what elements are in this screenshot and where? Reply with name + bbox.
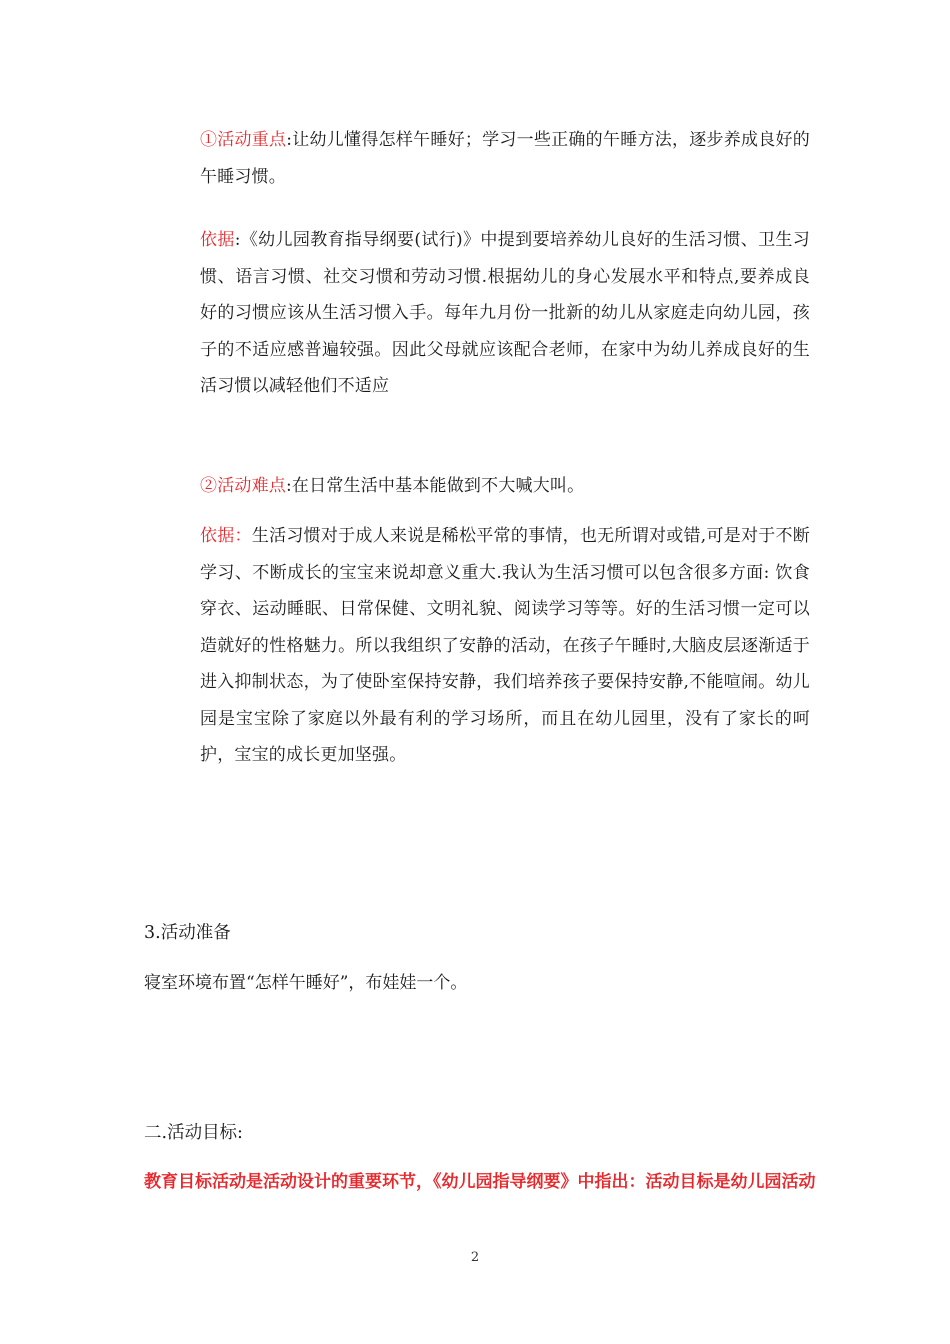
page-number: 2 bbox=[470, 1250, 480, 1265]
section-goals-text: 教育目标活动是活动设计的重要环节，《幼儿园指导纲要》中指出：活动目标是幼儿园活动 bbox=[144, 1172, 816, 1192]
activity-focus-text: :让幼儿懂得怎样午睡好；学习一些正确的午睡方法，逐步养成良好的午睡习惯。 bbox=[200, 130, 810, 187]
activity-difficulty-basis-paragraph bbox=[200, 518, 810, 774]
section-3-text: 寝室环境布置“怎样午睡好”，布娃娃一个。 bbox=[144, 973, 468, 993]
activity-focus-basis-paragraph bbox=[200, 222, 810, 405]
activity-focus-basis-text: :《幼儿园教育指导纲要(试行)》中提到要培养幼儿良好的生活习惯、卫生习惯、语言习惯、社交习惯和劳动习惯.根据幼儿的身心发展水平和特点,要养成良好的习惯应该从生活习惯入手。每年九月份一批新的幼儿从家庭走向幼儿园，孩子的不适应感普遍较强。因此父母就应该配合老师，在家中为幼儿养成良好的生活习惯以减轻他们不适应 bbox=[200, 230, 810, 396]
activity-difficulty-basis-label: 依据： bbox=[200, 526, 252, 546]
activity-difficulty-text: :在日常生活中基本能做到不大喊大叫。 bbox=[286, 476, 585, 496]
activity-difficulty-basis-text: 生活习惯对于成人来说是稀松平常的事情，也无所谓对或错,可是对于不断学习、不断成长的宝宝来说却意义重大.我认为生活习惯可以包含很多方面: 饮食穿衣、运动睡眠、日常保健、文明礼貌、阅读学习等等。好的生活习惯一定可以造就好的性格魅力。所以我组织了安静的活动，在孩子午睡时,大脑皮层逐渐适于进入抑制状态，为了使卧室保持安静，我们培养孩子要保持安静,不能喧闹。幼儿园是宝宝除了家庭以外最有利的学习场所，而且在幼儿园里，没有了家长的呵护，宝宝的成长更加坚强。 bbox=[200, 526, 810, 765]
section-goals-heading: 二.活动目标: bbox=[144, 1123, 243, 1143]
activity-difficulty-label: ②活动难点 bbox=[200, 476, 286, 496]
activity-focus-basis-label: 依据 bbox=[200, 230, 235, 250]
activity-difficulty-paragraph bbox=[200, 468, 810, 505]
section-3-heading: 3.活动准备 bbox=[144, 923, 231, 943]
activity-focus-paragraph bbox=[200, 122, 810, 195]
activity-focus-label: ①活动重点 bbox=[200, 130, 287, 150]
